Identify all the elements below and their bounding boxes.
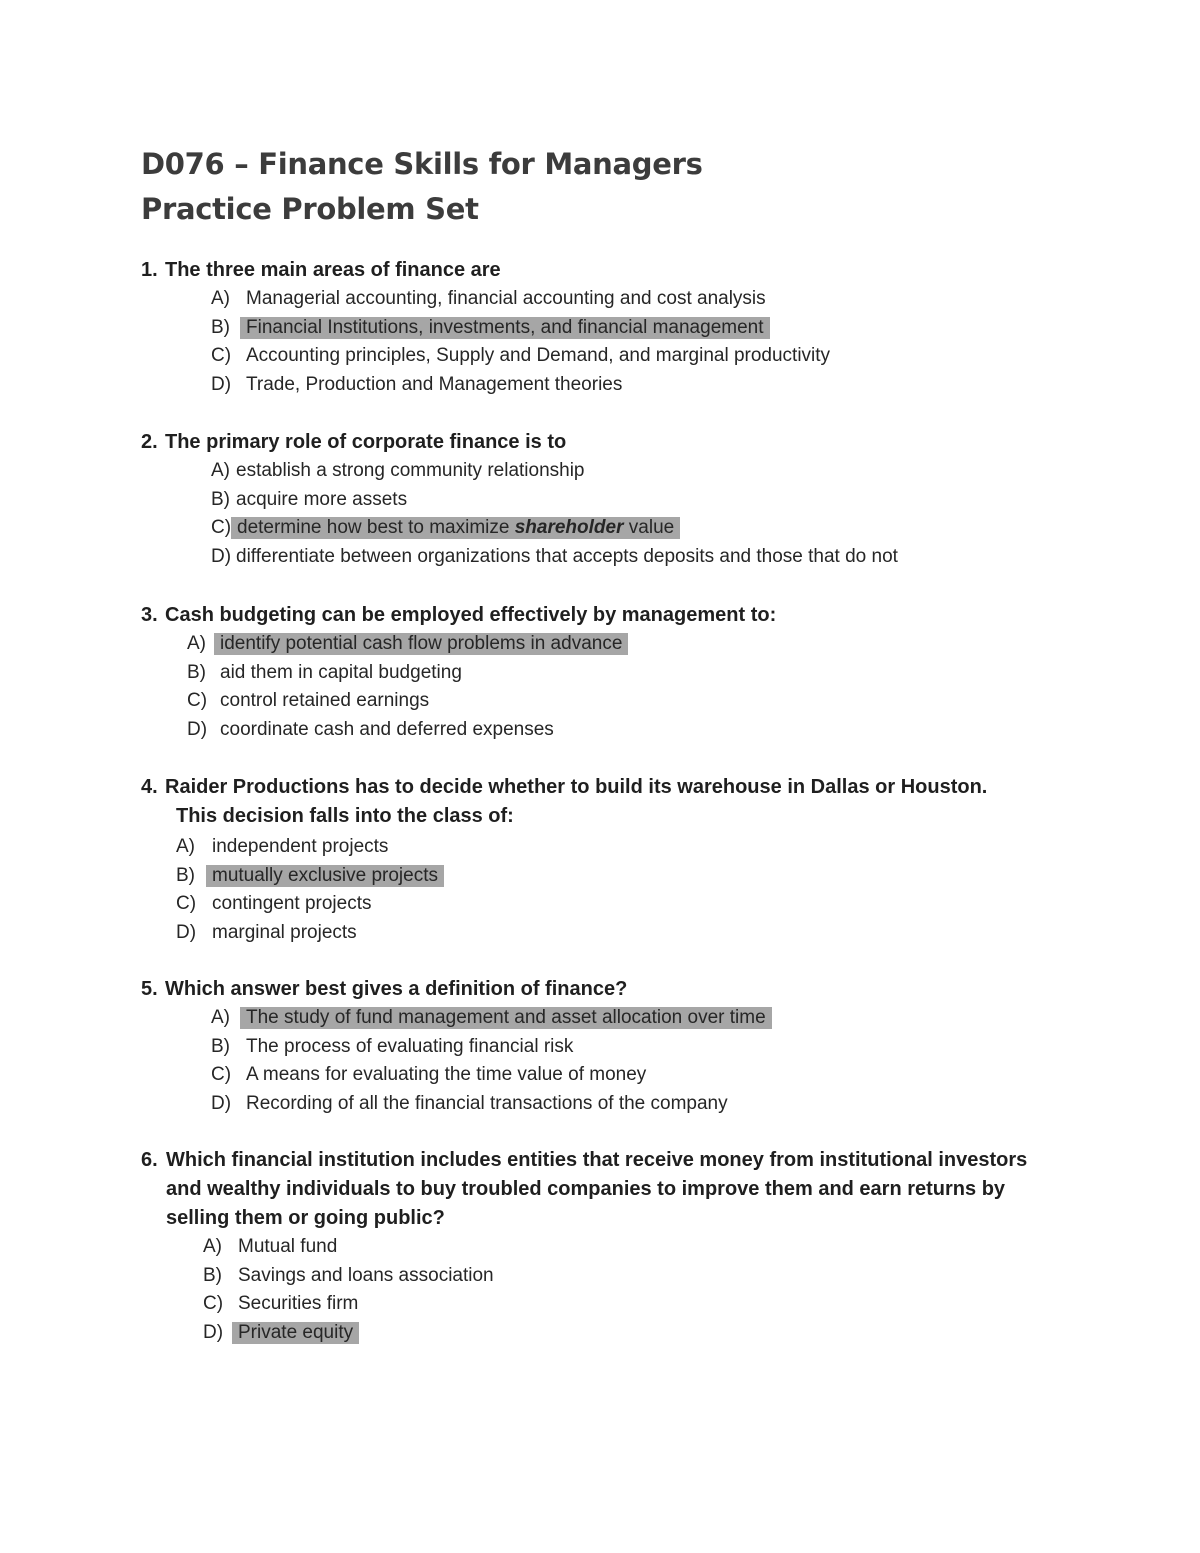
option-letter: D) [187, 719, 208, 741]
option-letter: B) [203, 1264, 222, 1286]
option-letter: C) [203, 1293, 224, 1315]
option-c [211, 1061, 1081, 1090]
option-letter: A) [211, 1007, 230, 1028]
highlighted-answer: The study of fund management and asset allocation over time [240, 1007, 772, 1029]
question-prompt [141, 601, 1081, 630]
option-letter: C) [211, 345, 232, 367]
option-c [203, 1290, 1081, 1319]
option-c [187, 687, 1081, 716]
option-letter: D) [211, 546, 232, 568]
answer-options [141, 1233, 1081, 1348]
question-prompt-continued [141, 802, 1081, 831]
question-prompt [141, 256, 1081, 285]
highlighted-answer [231, 517, 680, 539]
option-text: independent projects [212, 836, 389, 857]
question-prompt [141, 975, 1081, 1004]
option-letter: B) [211, 488, 230, 510]
option-a [187, 630, 1081, 659]
question-5 [141, 975, 1081, 1119]
question-text: This decision falls into the class of: [176, 805, 514, 827]
question-number: 2. [141, 431, 158, 453]
question-1 [141, 256, 1081, 400]
option-b [203, 1262, 1081, 1291]
course-title: D076 – Finance Skills for Managers [141, 147, 703, 181]
answer-options [141, 457, 1081, 572]
answer-options [141, 630, 1081, 745]
option-text: Accounting principles, Supply and Demand, and marginal productivity [246, 345, 831, 367]
highlighted-answer: identify potential cash flow problems in advance [214, 633, 628, 655]
option-b [211, 314, 1081, 343]
option-text: Securities firm [238, 1293, 359, 1315]
option-text: Trade, Production and Management theories [246, 374, 623, 396]
option-d [211, 371, 1081, 400]
option-b [187, 659, 1081, 688]
option-text-end: value [628, 517, 675, 539]
option-text: Recording of all the financial transactions of the company [246, 1093, 728, 1115]
question-3 [141, 601, 1081, 745]
question-number: 4. [141, 776, 158, 798]
option-text: establish a strong community relationship [236, 460, 585, 481]
option-letter: C) [211, 517, 232, 539]
question-text: Cash budgeting can be employed effectively by management to: [165, 604, 777, 626]
option-a [211, 1004, 1081, 1033]
option-letter: A) [187, 633, 206, 654]
question-2 [141, 428, 1081, 572]
option-letter: B) [176, 864, 195, 886]
option-text: Managerial accounting, financial accounting and cost analysis [246, 288, 766, 309]
option-b [211, 486, 1081, 515]
option-a [211, 285, 1081, 314]
option-c [176, 890, 1081, 919]
option-letter: B) [211, 316, 230, 338]
set-title: Practice Problem Set [141, 192, 479, 226]
option-c [211, 514, 1081, 543]
question-text: The primary role of corporate finance is to [165, 431, 567, 453]
option-text: control retained earnings [220, 690, 430, 712]
option-letter: D) [211, 374, 232, 396]
option-d [176, 919, 1081, 948]
option-letter: D) [211, 1093, 232, 1115]
option-d [211, 1090, 1081, 1119]
question-prompt [141, 428, 1081, 457]
highlighted-answer: mutually exclusive projects [206, 865, 444, 887]
question-text: Which answer best gives a definition of finance? [165, 978, 628, 1000]
option-b [176, 862, 1081, 891]
option-text: coordinate cash and deferred expenses [220, 719, 554, 741]
highlighted-answer: Private equity [232, 1322, 359, 1344]
question-number: 6. [141, 1149, 158, 1171]
option-text: The process of evaluating financial risk [246, 1035, 574, 1057]
option-letter: C) [187, 690, 208, 712]
option-text: contingent projects [212, 893, 372, 915]
answer-options [141, 1004, 1081, 1119]
question-number: 5. [141, 978, 158, 1000]
document-title [141, 142, 703, 232]
option-letter: D) [176, 922, 197, 944]
answer-options [141, 285, 1081, 400]
option-text: marginal projects [212, 922, 357, 944]
question-prompt [141, 773, 1081, 802]
question-number: 1. [141, 259, 158, 281]
emphasized-word: shareholder [514, 517, 624, 539]
option-letter: A) [211, 288, 230, 309]
option-d [187, 716, 1081, 745]
option-a [203, 1233, 1081, 1262]
question-prompt [141, 1146, 1081, 1233]
option-b [211, 1033, 1081, 1062]
option-letter: B) [211, 1035, 230, 1057]
option-text: acquire more assets [236, 488, 408, 510]
option-letter: A) [203, 1236, 222, 1257]
option-text: aid them in capital budgeting [220, 661, 462, 683]
answer-options [141, 833, 1081, 948]
option-letter: C) [176, 893, 197, 915]
question-4 [141, 773, 1081, 948]
highlighted-answer: Financial Institutions, investments, and financial management [240, 317, 770, 339]
option-text-start: determine how best to maximize [237, 517, 510, 539]
option-a [211, 457, 1081, 486]
option-c [211, 342, 1081, 371]
option-a [176, 833, 1081, 862]
question-number: 3. [141, 604, 158, 626]
option-text: Mutual fund [238, 1236, 338, 1257]
option-letter: B) [187, 661, 206, 683]
option-d [203, 1319, 1081, 1348]
option-letter: C) [211, 1064, 232, 1086]
question-text: The three main areas of finance are [165, 259, 501, 281]
option-text: A means for evaluating the time value of money [246, 1064, 647, 1086]
option-letter: D) [203, 1322, 224, 1344]
question-text: Which financial institution includes entities that receive money from institutional investors and wealthy individuals to buy troubled companies to improve them and earn returns by selling them or going public? [166, 1149, 1028, 1229]
question-text: Raider Productions has to decide whether to build its warehouse in Dallas or Houston. [165, 776, 988, 798]
question-6 [141, 1146, 1081, 1348]
option-text: differentiate between organizations that accepts deposits and those that do not [236, 546, 898, 568]
option-letter: A) [211, 460, 230, 481]
option-d [211, 543, 1081, 572]
option-text: Savings and loans association [238, 1264, 494, 1286]
option-letter: A) [176, 836, 195, 857]
